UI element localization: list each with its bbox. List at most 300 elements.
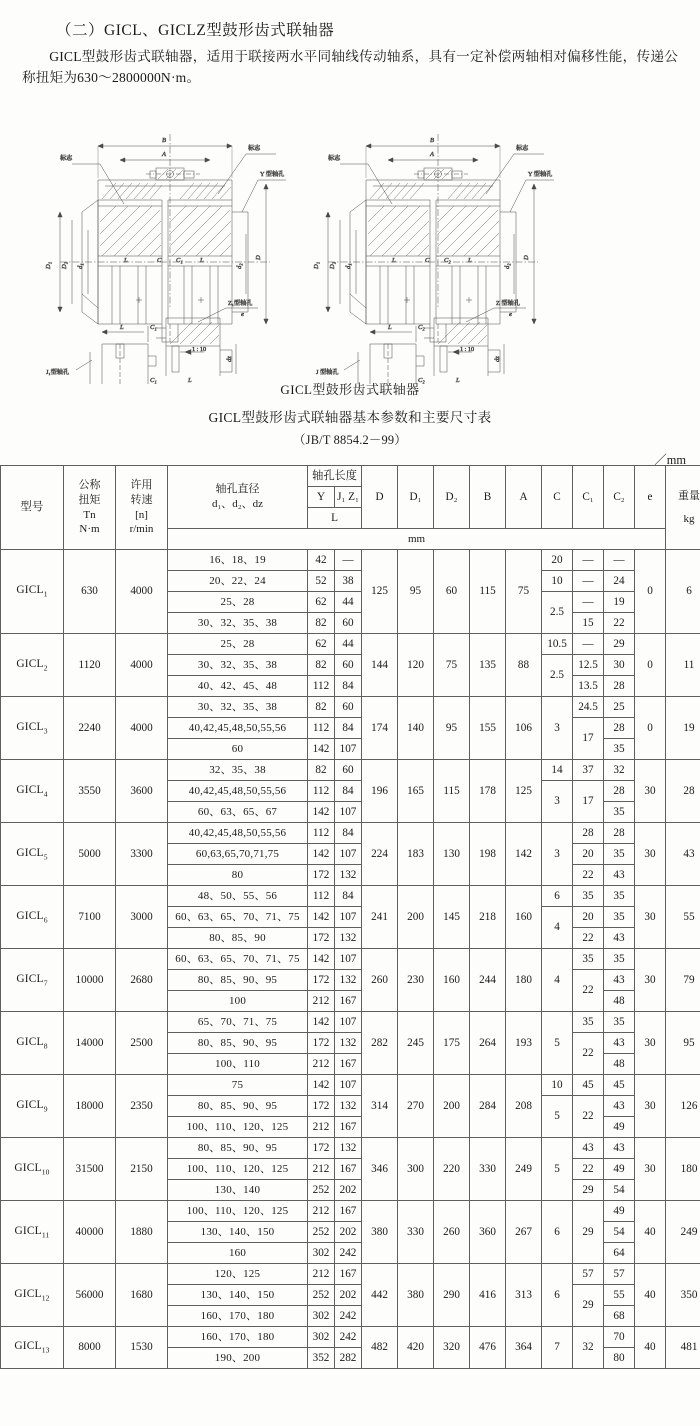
cell-bore-diameter: 48、50、55、56 — [168, 886, 308, 907]
dim-dz-label-z: dz — [494, 356, 501, 363]
cell-D2: 260 — [434, 1201, 470, 1264]
cell-bore-diameter: 100 — [168, 991, 308, 1012]
cell-C1: 29 — [573, 1180, 604, 1201]
cell-C2: 80 — [604, 1348, 635, 1369]
cell-C2: 43 — [604, 1033, 635, 1054]
cell-model: $GICL_1$ — [1, 550, 64, 634]
cell-bore-length-y: 112 — [308, 781, 335, 802]
cell-bore-length-jz: 107 — [335, 949, 362, 970]
cell-C2: 28 — [604, 823, 635, 844]
cell-bore-diameter: 30、32、35、38 — [168, 655, 308, 676]
cell-bore-length-jz: 60 — [335, 613, 362, 634]
cell-bore-diameter: 80、85、90、95 — [168, 1033, 308, 1054]
cell-C: 6 — [542, 1264, 573, 1327]
cell-C2: 28 — [604, 676, 635, 697]
table-row — [1, 949, 700, 970]
cell-D: 260 — [362, 949, 398, 1012]
cell-C1: 35 — [573, 1012, 604, 1033]
cell-bore-diameter: 30、32、35、38 — [168, 697, 308, 718]
cell-A: 106 — [506, 697, 542, 760]
cell-e: 30 — [635, 760, 666, 823]
cell-bore-length-jz: 44 — [335, 592, 362, 613]
cell-bore-length-y: 42 — [308, 550, 335, 571]
cell-C: 10 — [542, 571, 573, 592]
cell-weight: 19 — [666, 697, 700, 760]
table-row — [1, 760, 700, 781]
cell-D2: 290 — [434, 1264, 470, 1327]
cell-D1: 183 — [398, 823, 434, 886]
cell-bore-length-y: 212 — [308, 1264, 335, 1285]
cell-C: 3 — [542, 697, 573, 760]
cell-C: 4 — [542, 907, 573, 949]
cell-bore-length-y: 172 — [308, 865, 335, 886]
cell-C1: 32 — [573, 1327, 604, 1369]
cell-C1: 57 — [573, 1264, 604, 1285]
cell-D2: 75 — [434, 634, 470, 697]
dim-L1-label-left: L — [200, 257, 204, 265]
dim-D1-label-right: D₁ — [313, 262, 320, 270]
cell-model: $GICL_7$ — [1, 949, 64, 1012]
th-torque — [64, 466, 116, 550]
dim-C1-label-left: C₁ — [176, 257, 183, 265]
cell-A: 142 — [506, 823, 542, 886]
cell-C: 2.5 — [542, 655, 573, 697]
intro-section — [0, 0, 700, 88]
cell-e: 40 — [635, 1327, 666, 1369]
cell-bore-length-jz: 84 — [335, 676, 362, 697]
mark-label-right3: 标志 — [516, 145, 529, 153]
dim-L-label-z1: L — [188, 377, 192, 385]
cell-bore-length-y: 82 — [308, 697, 335, 718]
cell-C2: 35 — [604, 886, 635, 907]
cell-e: 40 — [635, 1264, 666, 1327]
cell-D1: 380 — [398, 1264, 434, 1327]
cell-bore-diameter: 25、28 — [168, 592, 308, 613]
cell-B: 218 — [470, 886, 506, 949]
cell-bore-length-jz: 107 — [335, 844, 362, 865]
dim-A-label-right: A — [430, 151, 435, 159]
dim-L-label-z: L — [456, 377, 460, 385]
cell-D1: 95 — [398, 550, 434, 634]
cell-D2: 175 — [434, 1012, 470, 1075]
th-C2: C₂ — [604, 466, 635, 529]
cell-C1: 37 — [573, 760, 604, 781]
cell-C: 5 — [542, 1138, 573, 1201]
dim-D-label-right: D — [523, 255, 530, 261]
cell-B: 178 — [470, 760, 506, 823]
cell-weight: 180 — [666, 1138, 700, 1201]
cell-weight: 6 — [666, 550, 700, 634]
cell-bore-diameter: 190、200 — [168, 1348, 308, 1369]
bore-z-label-right: Z 型轴孔 — [496, 300, 520, 308]
cell-e: 30 — [635, 949, 666, 1012]
dim-e-label-right: e — [509, 311, 512, 319]
dim-C-label-right: C — [425, 257, 430, 265]
dim-D-label-left: D — [255, 255, 262, 261]
bore-z1-label-left: Z₁型轴孔 — [228, 300, 253, 308]
spec-table-body — [1, 466, 700, 1369]
right-lower-bore-views — [316, 299, 526, 384]
coupling-assembly-drawing — [20, 94, 680, 384]
taper-label-z1: 1 : 10 — [192, 346, 207, 354]
th-weight-l1: 重量 — [678, 489, 700, 502]
cell-C2: 48 — [604, 1054, 635, 1075]
cell-bore-length-jz: 167 — [335, 1201, 362, 1222]
cell-C: 5 — [542, 1096, 573, 1138]
header-row-1 — [1, 466, 700, 487]
dim-d2-label-right: d₂ — [504, 263, 511, 270]
cell-C2: 57 — [604, 1264, 635, 1285]
cell-D2: 95 — [434, 697, 470, 760]
cell-C1: 12.5 — [573, 655, 604, 676]
dim-C2b-label-j: C₂ — [418, 377, 425, 385]
cell-C2: 45 — [604, 1075, 635, 1096]
cell-bore-diameter: 120、125 — [168, 1264, 308, 1285]
cell-bore-diameter: 80、85、90、95 — [168, 1096, 308, 1117]
cell-C2: 32 — [604, 760, 635, 781]
cell-speed: 2680 — [116, 949, 168, 1012]
dim-D2-label-right: D₂ — [329, 262, 336, 270]
cell-D2: 60 — [434, 550, 470, 634]
cell-speed: 2350 — [116, 1075, 168, 1138]
cell-C2: 35 — [604, 739, 635, 760]
cell-C1: 29 — [573, 1201, 604, 1264]
left-lower-bore-views — [46, 299, 258, 384]
th-bore-len-Y: Y — [308, 487, 335, 508]
dim-L-label-right: L — [392, 257, 396, 265]
cell-A: 313 — [506, 1264, 542, 1327]
table-standard: （JB/T 8854.2－99） — [293, 433, 407, 448]
cell-bore-diameter: 100、110、120、125 — [168, 1201, 308, 1222]
cell-C1: 35 — [573, 886, 604, 907]
th-torque-l1: 公称 — [78, 478, 101, 491]
cell-B: 476 — [470, 1327, 506, 1369]
th-A: A — [506, 466, 542, 529]
cell-C2: 64 — [604, 1243, 635, 1264]
cell-bore-diameter: 60、63、65、67 — [168, 802, 308, 823]
cell-bore-length-y: 172 — [308, 928, 335, 949]
cell-C2: 25 — [604, 697, 635, 718]
cell-bore-length-y: 172 — [308, 970, 335, 991]
cell-C1: 22 — [573, 865, 604, 886]
cell-bore-length-y: 142 — [308, 1012, 335, 1033]
cell-bore-length-y: 62 — [308, 634, 335, 655]
cell-D2: 220 — [434, 1138, 470, 1201]
cell-bore-diameter: 30、32、35、38 — [168, 613, 308, 634]
mark-label-right: 标志 — [248, 145, 261, 153]
cell-bore-diameter: 130、140 — [168, 1180, 308, 1201]
cell-bore-length-y: 172 — [308, 1096, 335, 1117]
cell-C: 14 — [542, 760, 573, 781]
cell-C: 5 — [542, 1012, 573, 1075]
cell-bore-length-jz: 132 — [335, 928, 362, 949]
cell-model: $GICL_9$ — [1, 1075, 64, 1138]
cell-bore-length-y: 252 — [308, 1222, 335, 1243]
cell-torque: 7100 — [64, 886, 116, 949]
cell-B: 264 — [470, 1012, 506, 1075]
drawing-caption: GICL型鼓形齿式联轴器 — [280, 382, 420, 398]
bore-y-label-left: Y 型轴孔 — [260, 171, 285, 179]
cell-D: 241 — [362, 886, 398, 949]
cell-A: 208 — [506, 1075, 542, 1138]
cell-bore-length-y: 302 — [308, 1243, 335, 1264]
cell-bore-length-y: 112 — [308, 718, 335, 739]
cell-speed: 2500 — [116, 1012, 168, 1075]
cell-torque: 1120 — [64, 634, 116, 697]
th-bore-dia-l1: 轴孔直径 — [215, 483, 260, 496]
cell-speed: 3300 — [116, 823, 168, 886]
cell-C1: 28 — [573, 823, 604, 844]
cell-bore-length-jz: 84 — [335, 781, 362, 802]
cell-C1: — — [573, 550, 604, 571]
cell-C2: 43 — [604, 970, 635, 991]
cell-A: 249 — [506, 1138, 542, 1201]
cell-bore-length-jz: 132 — [335, 1138, 362, 1159]
cell-D: 196 — [362, 760, 398, 823]
cell-D: 174 — [362, 697, 398, 760]
cell-bore-diameter: 100、110、120、125 — [168, 1117, 308, 1138]
cell-bore-length-y: 52 — [308, 571, 335, 592]
cell-C2: 43 — [604, 1138, 635, 1159]
cell-bore-length-jz: 107 — [335, 907, 362, 928]
cell-model: $GICL_{13}$ — [1, 1327, 64, 1369]
cell-C2: 35 — [604, 907, 635, 928]
cell-B: 330 — [470, 1138, 506, 1201]
cell-B: 135 — [470, 634, 506, 697]
cell-bore-diameter: 80、85、90、95 — [168, 970, 308, 991]
cell-C2: 54 — [604, 1222, 635, 1243]
cell-C2: 43 — [604, 865, 635, 886]
cell-C2: 35 — [604, 1012, 635, 1033]
cell-D: 442 — [362, 1264, 398, 1327]
cell-bore-length-jz: 202 — [335, 1180, 362, 1201]
cell-bore-length-y: 142 — [308, 844, 335, 865]
unit-note: ／mm — [654, 453, 686, 468]
cell-torque: 10000 — [64, 949, 116, 1012]
cell-A: 160 — [506, 886, 542, 949]
cell-D2: 130 — [434, 823, 470, 886]
mark-label-left: 标志 — [60, 155, 73, 163]
table-row — [1, 1138, 700, 1159]
cell-bore-diameter: 60、63、65、70、71、75 — [168, 907, 308, 928]
cell-C2: 29 — [604, 634, 635, 655]
cell-bore-length-jz: 167 — [335, 1264, 362, 1285]
cell-C1: 20 — [573, 844, 604, 865]
cell-C2: 30 — [604, 655, 635, 676]
th-mm-unit: mm — [168, 529, 666, 550]
cell-A: 88 — [506, 634, 542, 697]
cell-bore-length-jz: 202 — [335, 1222, 362, 1243]
cell-C2: 19 — [604, 592, 635, 613]
cell-C2: 43 — [604, 1096, 635, 1117]
cell-speed: 4000 — [116, 697, 168, 760]
dim-C2-label-right: C₂ — [444, 257, 451, 265]
cell-bore-length-jz: 132 — [335, 865, 362, 886]
cell-bore-length-jz: 107 — [335, 1012, 362, 1033]
cell-C2: — — [604, 550, 635, 571]
cell-bore-length-y: 352 — [308, 1348, 335, 1369]
th-C1: C₁ — [573, 466, 604, 529]
cell-C2: 35 — [604, 802, 635, 823]
cell-torque: 3550 — [64, 760, 116, 823]
cell-torque: 18000 — [64, 1075, 116, 1138]
dim-L-label-left: L — [124, 257, 128, 265]
cell-bore-diameter: 130、140、150 — [168, 1285, 308, 1306]
cell-bore-diameter: 80 — [168, 865, 308, 886]
cell-speed: 3600 — [116, 760, 168, 823]
cell-C2: 49 — [604, 1159, 635, 1180]
cell-bore-diameter: 65、70、71、75 — [168, 1012, 308, 1033]
cell-D1: 420 — [398, 1327, 434, 1369]
dim-B-label-right: B — [430, 137, 435, 145]
cell-bore-diameter: 160、170、180 — [168, 1327, 308, 1348]
cell-bore-diameter: 130、140、150 — [168, 1222, 308, 1243]
dim-C1b-label-j1: C₁ — [150, 377, 157, 385]
cell-bore-length-y: 142 — [308, 739, 335, 760]
dim-L1-label-right: L — [468, 257, 472, 265]
cell-bore-length-y: 172 — [308, 1033, 335, 1054]
th-bore-dia-l2: d₁、d₂、dz — [211, 498, 264, 511]
cell-D: 482 — [362, 1327, 398, 1369]
cell-bore-diameter: 40,42,45,48,50,55,56 — [168, 781, 308, 802]
cell-bore-length-jz: 282 — [335, 1348, 362, 1369]
cell-bore-length-jz: 202 — [335, 1285, 362, 1306]
section-paragraph: GICL型鼓形齿式联轴器，适用于联接两水平同轴线传动轴系，具有一定补偿两轴相对偏移性能，传递公称扭矩为630～2800000N·m。 — [22, 49, 678, 86]
cell-weight: 79 — [666, 949, 700, 1012]
cell-D1: 270 — [398, 1075, 434, 1138]
dim-C2-label-j: C₂ — [418, 324, 425, 332]
cell-torque: 8000 — [64, 1327, 116, 1369]
dim-d1-label-left: d₁ — [77, 263, 84, 270]
cell-bore-diameter: 80、85、90 — [168, 928, 308, 949]
cell-weight: 481 — [666, 1327, 700, 1369]
cell-D: 346 — [362, 1138, 398, 1201]
cell-A: 193 — [506, 1012, 542, 1075]
cell-C: 6 — [542, 1201, 573, 1264]
cell-D2: 320 — [434, 1327, 470, 1369]
cell-C: 3 — [542, 781, 573, 823]
cell-bore-length-jz: 84 — [335, 718, 362, 739]
cell-bore-diameter: 75 — [168, 1075, 308, 1096]
cell-weight: 28 — [666, 760, 700, 823]
cell-bore-length-jz: 60 — [335, 697, 362, 718]
table-row — [1, 1327, 700, 1348]
section-heading: （二）GICL、GICLZ型鼓形齿式联轴器 — [56, 22, 335, 39]
th-torque-l2: 扭矩 — [78, 493, 101, 506]
cell-C: 10 — [542, 1075, 573, 1096]
cell-C2: 54 — [604, 1180, 635, 1201]
cell-bore-length-jz: 84 — [335, 886, 362, 907]
cell-speed: 1880 — [116, 1201, 168, 1264]
cell-bore-length-y: 172 — [308, 1138, 335, 1159]
cell-bore-length-jz: 242 — [335, 1327, 362, 1348]
cell-bore-diameter: 60,63,65,70,71,75 — [168, 844, 308, 865]
cell-D: 314 — [362, 1075, 398, 1138]
cell-C2: 70 — [604, 1327, 635, 1348]
cell-C1: 15 — [573, 613, 604, 634]
cell-D1: 140 — [398, 697, 434, 760]
cell-D2: 200 — [434, 1075, 470, 1138]
cell-D: 125 — [362, 550, 398, 634]
cell-C1: 22 — [573, 1159, 604, 1180]
cell-model: $GICL_8$ — [1, 1012, 64, 1075]
cell-model: $GICL_3$ — [1, 697, 64, 760]
right-assembly-view — [313, 134, 554, 342]
cell-A: 364 — [506, 1327, 542, 1369]
cell-bore-length-jz: 60 — [335, 760, 362, 781]
table-row — [1, 634, 700, 655]
cell-speed: 1530 — [116, 1327, 168, 1369]
cell-C1: 22 — [573, 928, 604, 949]
th-bore-length: 轴孔长度 — [308, 466, 362, 487]
cell-bore-diameter: 160、170、180 — [168, 1306, 308, 1327]
cell-bore-length-y: 302 — [308, 1327, 335, 1348]
dim-C-label-left: C — [157, 257, 162, 265]
cell-D2: 145 — [434, 886, 470, 949]
cell-speed: 4000 — [116, 634, 168, 697]
cell-B: 284 — [470, 1075, 506, 1138]
cell-C2: 55 — [604, 1285, 635, 1306]
cell-C2: 28 — [604, 718, 635, 739]
cell-bore-length-y: 252 — [308, 1180, 335, 1201]
cell-bore-length-y: 212 — [308, 1054, 335, 1075]
table-row — [1, 886, 700, 907]
cell-D: 224 — [362, 823, 398, 886]
cell-C2: 49 — [604, 1117, 635, 1138]
cell-B: 115 — [470, 550, 506, 634]
cell-D: 380 — [362, 1201, 398, 1264]
cell-e: 30 — [635, 886, 666, 949]
cell-C1: 45 — [573, 1075, 604, 1096]
cell-B: 360 — [470, 1201, 506, 1264]
cell-bore-length-y: 112 — [308, 823, 335, 844]
cell-C2: 35 — [604, 949, 635, 970]
bore-j1-label-left: J₁型轴孔 — [46, 369, 70, 377]
cell-bore-diameter: 40,42,45,48,50,55,56 — [168, 718, 308, 739]
cell-B: 155 — [470, 697, 506, 760]
cell-e: 0 — [635, 634, 666, 697]
cell-C1: 22 — [573, 970, 604, 1012]
taper-label-z: 1 : 10 — [460, 346, 475, 354]
cell-C: 4 — [542, 949, 573, 1012]
table-row — [1, 1201, 700, 1222]
cell-D1: 300 — [398, 1138, 434, 1201]
cell-D1: 200 — [398, 886, 434, 949]
cell-bore-length-y: 212 — [308, 1201, 335, 1222]
left-assembly-view — [45, 134, 286, 342]
cell-e: 30 — [635, 1075, 666, 1138]
th-speed — [116, 466, 168, 550]
cell-C1: — — [573, 571, 604, 592]
cell-bore-length-y: 82 — [308, 655, 335, 676]
cell-A: 180 — [506, 949, 542, 1012]
cell-bore-length-jz: 60 — [335, 655, 362, 676]
cell-C2: 24 — [604, 571, 635, 592]
cell-bore-diameter: 100、110 — [168, 1054, 308, 1075]
cell-bore-length-y: 112 — [308, 886, 335, 907]
cell-D2: 115 — [434, 760, 470, 823]
cell-C1: 20 — [573, 907, 604, 928]
cell-bore-length-y: 302 — [308, 1306, 335, 1327]
cell-weight: 55 — [666, 886, 700, 949]
cell-bore-diameter: 16、18、19 — [168, 550, 308, 571]
th-speed-l3: [n] — [135, 508, 148, 521]
cell-torque: 31500 — [64, 1138, 116, 1201]
cell-C2: 68 — [604, 1306, 635, 1327]
cell-B: 416 — [470, 1264, 506, 1327]
cell-bore-length-jz: 167 — [335, 1117, 362, 1138]
cell-torque: 56000 — [64, 1264, 116, 1327]
